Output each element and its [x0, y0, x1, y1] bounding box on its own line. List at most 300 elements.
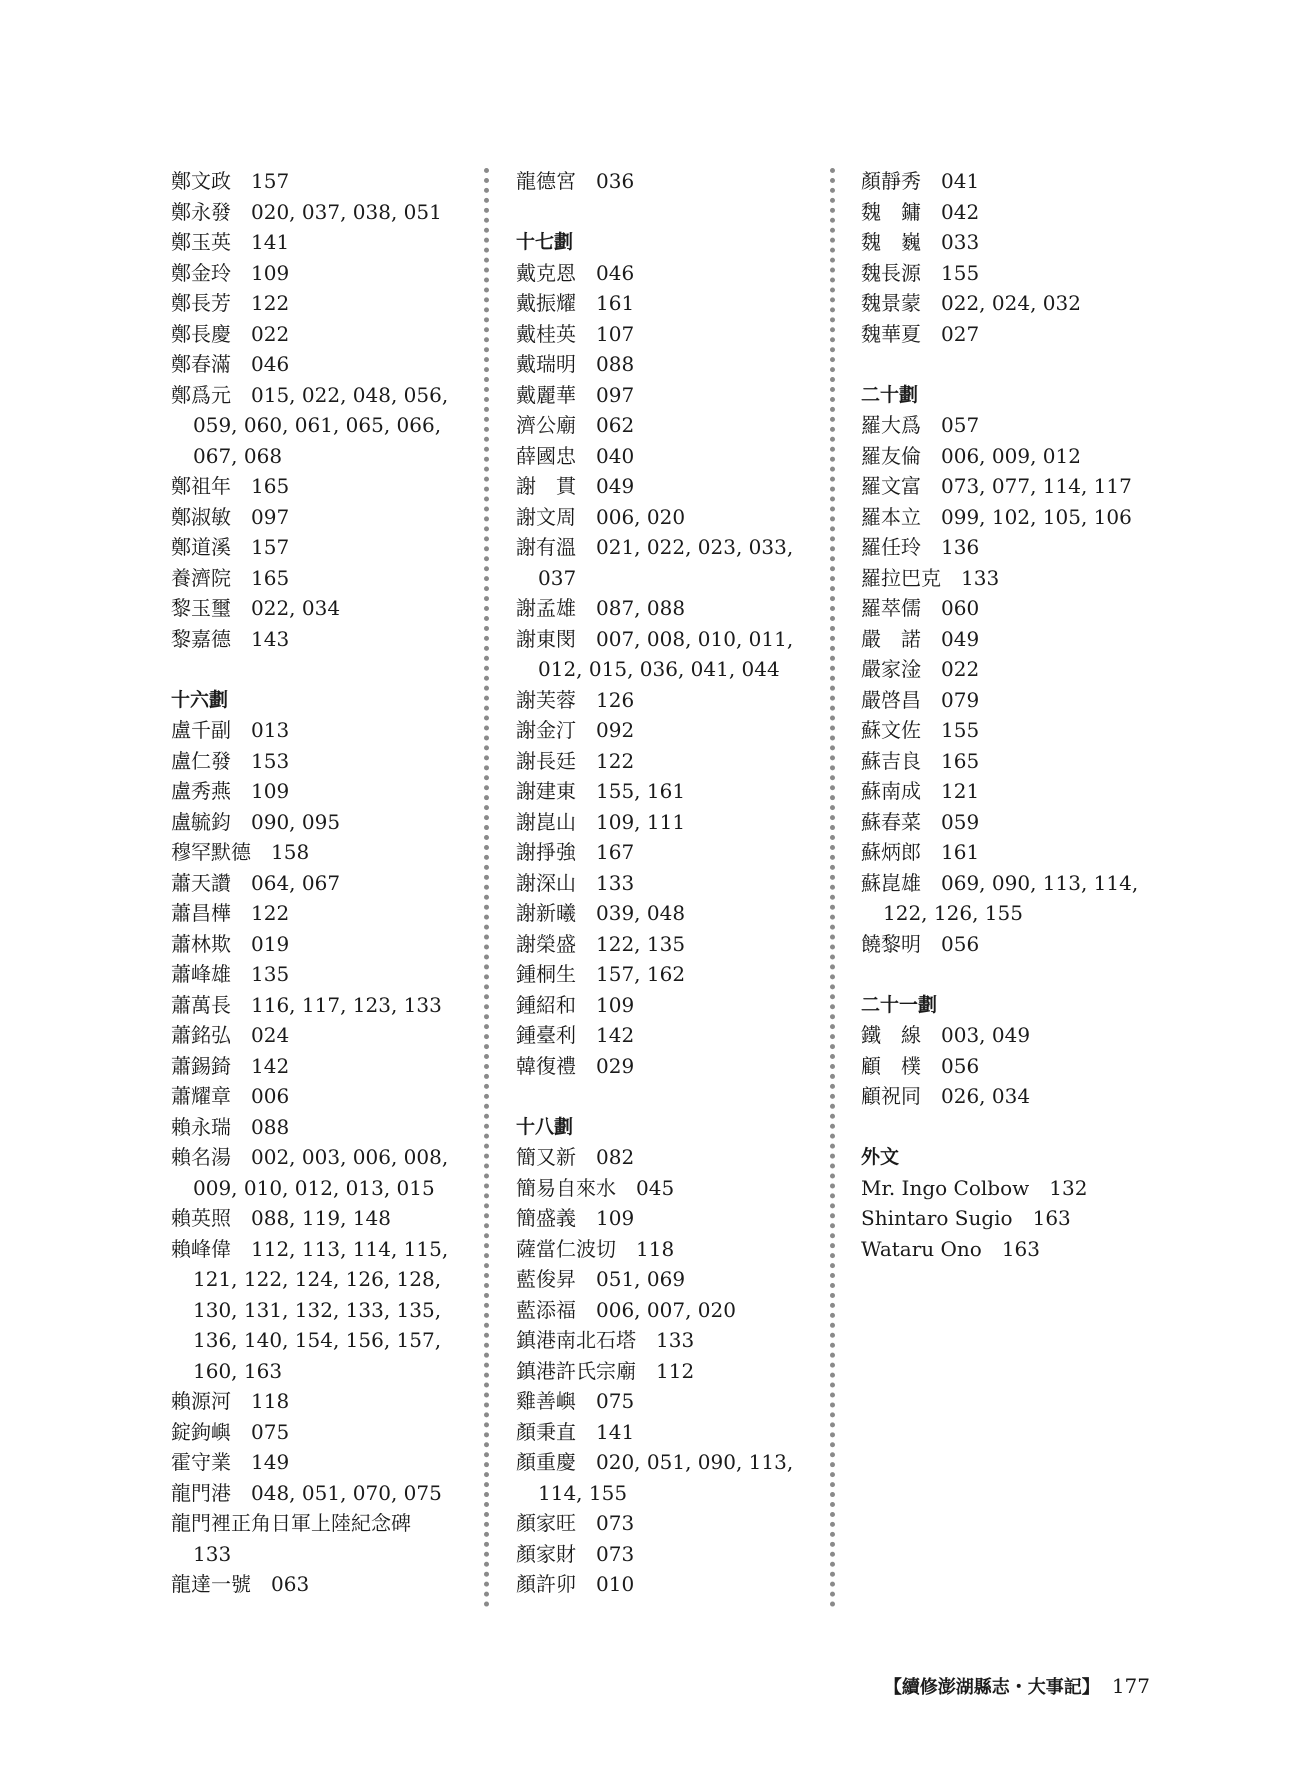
- index-entry: [516, 288, 816, 319]
- entry-pages: 046: [251, 352, 290, 376]
- index-entry: [171, 990, 471, 1021]
- entry-name: 謝建東: [516, 779, 576, 803]
- entry-name: 藍俊昇: [516, 1267, 576, 1291]
- index-entry: [861, 929, 1161, 960]
- entry-pages: 088, 119, 148: [251, 1206, 391, 1230]
- entry-pages: 041: [941, 169, 980, 193]
- entry-name: 蘇春菜: [861, 809, 921, 834]
- entry-pages: 046: [596, 260, 635, 285]
- index-entry: [171, 1020, 471, 1051]
- index-entry: [516, 1325, 816, 1356]
- entry-name: 穆罕默德: [171, 840, 251, 864]
- entry-name: 蕭昌樺: [171, 901, 231, 925]
- index-entry: [171, 502, 471, 533]
- entry-name: 顏重慶: [516, 1450, 576, 1474]
- entry-pages: 075: [251, 1419, 290, 1444]
- index-entry: [861, 1203, 1161, 1234]
- entry-name: 賴源河: [171, 1389, 231, 1413]
- entry-pages: 021, 022, 023, 033,: [596, 535, 794, 559]
- entry-name: 薩當仁波切: [516, 1236, 616, 1261]
- index-entry: [516, 1142, 816, 1173]
- entry-name: 鍾紹和: [516, 992, 576, 1017]
- entry-name: 顏許卯: [516, 1572, 576, 1596]
- index-entry: [171, 1112, 471, 1143]
- entry-name: 鄭金玲: [171, 260, 231, 285]
- entry-pages: 157, 162: [596, 962, 686, 986]
- index-entry: [516, 380, 816, 411]
- entry-pages: 003, 049: [941, 1023, 1031, 1047]
- index-entry: [516, 258, 816, 289]
- entry-name: 盧秀燕: [171, 779, 231, 803]
- section-heading: 十八劃: [516, 1115, 574, 1138]
- entry-pages: 082: [596, 1145, 635, 1169]
- entry-pages: 155: [941, 260, 980, 285]
- entry-pages: 155: [941, 718, 980, 742]
- index-entry: [861, 441, 1161, 472]
- entry-pages-continued: 067, 068: [193, 443, 283, 468]
- index-entry: [171, 1234, 471, 1387]
- entry-pages: 122: [596, 748, 635, 773]
- entry-name: 戴瑞明: [516, 352, 576, 376]
- entry-pages: 143: [251, 626, 290, 651]
- index-entry: [516, 624, 816, 685]
- entry-name: Wataru Ono: [861, 1236, 982, 1261]
- entry-pages: 002, 003, 006, 008,: [251, 1145, 449, 1169]
- entry-pages: 060: [941, 596, 980, 620]
- index-entry: [171, 593, 471, 624]
- entry-name: 羅萃儒: [861, 596, 921, 620]
- index-entry: [861, 593, 1161, 624]
- entry-name: 鄭長芳: [171, 291, 231, 315]
- entry-name: 蕭耀章: [171, 1084, 231, 1108]
- index-entry: [516, 1203, 816, 1234]
- entry-pages: 056: [941, 1053, 980, 1078]
- entry-pages: 157: [251, 169, 290, 193]
- entry-pages: 006, 020: [596, 504, 686, 529]
- entry-name: 嚴家淦: [861, 657, 921, 681]
- entry-pages: 088: [596, 352, 635, 376]
- entry-pages: 079: [941, 687, 980, 712]
- entry-name: 羅拉巴克: [861, 565, 941, 590]
- index-entry: [861, 685, 1161, 716]
- index-entry: [861, 410, 1161, 441]
- index-entry: [516, 1447, 816, 1508]
- entry-name: 顧 樸: [861, 1053, 921, 1078]
- entry-name: 謝榮盛: [516, 931, 576, 956]
- entry-pages: 132: [1049, 1175, 1088, 1200]
- index-entry: [516, 166, 816, 197]
- entry-name: 羅友倫: [861, 443, 921, 468]
- entry-name: 賴峰偉: [171, 1236, 231, 1261]
- index-entry: [171, 349, 471, 380]
- page-footer: [884, 1673, 1150, 1699]
- entry-pages: 020, 037, 038, 051: [251, 199, 442, 224]
- index-entry: [861, 715, 1161, 746]
- entry-name: 謝芙蓉: [516, 687, 576, 712]
- entry-pages: 039, 048: [596, 901, 686, 925]
- section-heading: 外文: [861, 1146, 900, 1168]
- entry-pages-continued: 160, 163: [193, 1358, 283, 1383]
- entry-pages: 019: [251, 931, 290, 956]
- entry-name: 蘇南成: [861, 779, 921, 803]
- index-column-2: [516, 166, 816, 1600]
- section-heading: 二十一劃: [861, 993, 938, 1016]
- entry-pages: 109: [251, 779, 290, 803]
- entry-pages: 073, 077, 114, 117: [941, 474, 1132, 498]
- index-entry: [516, 410, 816, 441]
- entry-name: 龍達一號: [171, 1572, 251, 1596]
- entry-name: 顏秉直: [516, 1419, 576, 1444]
- entry-name: 賴名湯: [171, 1145, 231, 1169]
- entry-name: 顏靜秀: [861, 169, 921, 193]
- index-entry: [516, 441, 816, 472]
- index-entry: [516, 807, 816, 838]
- entry-pages: 007, 008, 010, 011,: [596, 626, 794, 651]
- entry-pages: 073: [596, 1511, 635, 1535]
- index-entry: [516, 929, 816, 960]
- index-entry: [171, 1081, 471, 1112]
- index-entry: [861, 563, 1161, 594]
- entry-pages: 088: [251, 1114, 290, 1139]
- index-entry: [861, 1234, 1161, 1265]
- entry-name: 鍾桐生: [516, 962, 576, 986]
- index-entry: [516, 990, 816, 1021]
- entry-name: 顏家財: [516, 1541, 576, 1566]
- index-entry: [861, 654, 1161, 685]
- entry-pages: 006: [251, 1084, 290, 1108]
- index-entry: [516, 837, 816, 868]
- entry-name: 黎嘉德: [171, 626, 231, 651]
- entry-name: 賴永瑞: [171, 1114, 231, 1139]
- entry-name: 羅大爲: [861, 413, 921, 437]
- index-entry: [171, 1508, 471, 1569]
- entry-pages: 006, 007, 020: [596, 1297, 736, 1322]
- entry-name: 鄭玉英: [171, 230, 231, 254]
- entry-name: 謝有溫: [516, 535, 576, 559]
- entry-name: 簡又新: [516, 1145, 576, 1169]
- entry-name: 蕭錫錡: [171, 1053, 231, 1078]
- entry-pages: 158: [271, 840, 310, 864]
- entry-name: 謝新曦: [516, 901, 576, 925]
- index-entry: [516, 1356, 816, 1387]
- index-entry: [861, 197, 1161, 228]
- entry-pages: 026, 034: [941, 1084, 1031, 1108]
- entry-name: 蕭銘弘: [171, 1023, 231, 1047]
- entry-pages: 165: [941, 748, 980, 773]
- entry-pages: 056: [941, 931, 980, 956]
- index-entry: [516, 868, 816, 899]
- index-entry: [171, 563, 471, 594]
- entry-pages: 112, 113, 114, 115,: [251, 1236, 449, 1261]
- index-entry: [171, 1142, 471, 1203]
- index-entry: [861, 471, 1161, 502]
- entry-pages: 022: [941, 657, 980, 681]
- entry-pages: 157: [251, 535, 290, 559]
- index-entry: [861, 532, 1161, 563]
- entry-pages: 109: [251, 260, 290, 285]
- index-entry: [171, 1417, 471, 1448]
- entry-pages: 051, 069: [596, 1267, 686, 1291]
- entry-pages: 006, 009, 012: [941, 443, 1081, 468]
- entry-name: 謝東閔: [516, 626, 576, 651]
- section-heading: 十六劃: [171, 688, 229, 711]
- entry-name: 鄭春滿: [171, 352, 231, 376]
- page-number: 177: [1111, 1674, 1150, 1698]
- index-entry: [171, 1478, 471, 1509]
- index-entry: [516, 959, 816, 990]
- entry-name: 鄭爲元: [171, 382, 231, 407]
- index-entry: [171, 227, 471, 258]
- column-divider-2: [830, 168, 835, 1608]
- entry-pages: 048, 051, 070, 075: [251, 1480, 442, 1505]
- index-entry: [171, 1447, 471, 1478]
- entry-name: 謝長廷: [516, 748, 576, 773]
- index-column-3: [861, 166, 1161, 1264]
- entry-pages: 121: [941, 779, 980, 803]
- index-entry: [516, 1173, 816, 1204]
- entry-pages: 020, 051, 090, 113,: [596, 1450, 794, 1474]
- entry-name: 鎮港南北石塔: [516, 1328, 636, 1352]
- entry-name: 薛國忠: [516, 443, 576, 468]
- index-entry: [171, 1386, 471, 1417]
- entry-pages: 136: [941, 535, 980, 559]
- entry-pages: 112: [656, 1358, 695, 1383]
- entry-name: 魏 巍: [861, 230, 921, 254]
- entry-pages-continued: 133: [193, 1541, 232, 1566]
- entry-pages: 045: [636, 1175, 675, 1200]
- entry-name: 龍門港: [171, 1480, 231, 1505]
- entry-pages: 118: [636, 1236, 675, 1261]
- column-divider-1: [484, 168, 489, 1608]
- index-entry: [516, 471, 816, 502]
- index-entry: [516, 898, 816, 929]
- entry-name: 謝孟雄: [516, 596, 576, 620]
- entry-pages: 013: [251, 718, 290, 742]
- index-entry: [171, 898, 471, 929]
- index-entry: [516, 1569, 816, 1600]
- entry-pages: 073: [596, 1541, 635, 1566]
- entry-name: 顏家旺: [516, 1511, 576, 1535]
- entry-pages: 092: [596, 718, 635, 742]
- entry-name: 魏華夏: [861, 321, 921, 346]
- entry-name: 鄭長慶: [171, 321, 231, 346]
- entry-pages: 149: [251, 1450, 290, 1474]
- index-entry: [171, 1051, 471, 1082]
- entry-name: Shintaro Sugio: [861, 1206, 1013, 1230]
- entry-pages: 142: [251, 1053, 290, 1078]
- entry-pages-continued: 009, 010, 012, 013, 015: [193, 1175, 435, 1200]
- entry-pages: 167: [596, 840, 635, 864]
- entry-name: 魏長源: [861, 260, 921, 285]
- book-title: 【續修澎湖縣志・大事記】: [883, 1677, 1100, 1698]
- entry-pages: 049: [941, 626, 980, 651]
- entry-pages: 062: [596, 413, 635, 437]
- entry-name: 簡盛義: [516, 1206, 576, 1230]
- index-entry: [861, 258, 1161, 289]
- index-entry: [171, 868, 471, 899]
- entry-pages: 141: [596, 1419, 635, 1444]
- index-entry: [171, 959, 471, 990]
- index-entry: [171, 380, 471, 472]
- entry-name: 魏 鏞: [861, 199, 921, 224]
- entry-name: 戴克恩: [516, 260, 576, 285]
- index-entry: [516, 593, 816, 624]
- entry-pages-continued: 059, 060, 061, 065, 066,: [193, 413, 442, 437]
- entry-pages: 141: [251, 230, 290, 254]
- index-entry: [516, 685, 816, 716]
- entry-pages: 142: [596, 1023, 635, 1047]
- entry-name: 蕭天讚: [171, 870, 231, 895]
- entry-pages: 040: [596, 443, 635, 468]
- entry-pages: 015, 022, 048, 056,: [251, 382, 449, 407]
- index-entry: [171, 624, 471, 655]
- index-entry: [516, 1508, 816, 1539]
- section-heading: 十七劃: [516, 231, 574, 253]
- entry-pages: 049: [596, 474, 635, 498]
- entry-pages: 109: [596, 1206, 635, 1230]
- index-entry: [861, 1051, 1161, 1082]
- index-entry: [516, 776, 816, 807]
- entry-pages: 153: [251, 748, 290, 773]
- index-entry: [171, 807, 471, 838]
- entry-pages-continued: 114, 155: [538, 1480, 628, 1505]
- entry-pages: 099, 102, 105, 106: [941, 504, 1132, 529]
- entry-pages: 022, 034: [251, 596, 341, 620]
- entry-pages: 042: [941, 199, 980, 224]
- index-entry: [171, 776, 471, 807]
- entry-name: 嚴 諾: [861, 626, 921, 651]
- entry-name: 錠鉤嶼: [171, 1419, 231, 1444]
- index-entry: [171, 166, 471, 197]
- index-entry: [516, 319, 816, 350]
- index-entry: [516, 1386, 816, 1417]
- entry-name: 顧祝同: [861, 1084, 921, 1108]
- entry-pages: 057: [941, 413, 980, 437]
- entry-name: 鐵 線: [861, 1023, 921, 1047]
- index-entry: [516, 532, 816, 593]
- entry-pages-continued: 122, 126, 155: [883, 901, 1023, 925]
- index-entry: [171, 471, 471, 502]
- entry-pages: 122: [251, 901, 290, 925]
- entry-name: 蕭萬長: [171, 992, 231, 1017]
- index-column-1: [171, 166, 471, 1600]
- entry-pages: 063: [271, 1572, 310, 1596]
- entry-name: 蘇吉良: [861, 748, 921, 773]
- entry-pages: 133: [596, 870, 635, 895]
- entry-pages: 029: [596, 1053, 635, 1078]
- entry-pages: 163: [1001, 1236, 1041, 1261]
- entry-pages: 027: [941, 321, 980, 346]
- index-entry: [861, 837, 1161, 868]
- entry-pages: 122: [251, 291, 290, 315]
- entry-name: 簡易自來水: [516, 1175, 616, 1200]
- entry-pages-continued: 037: [538, 565, 577, 590]
- entry-name: 龍門裡正角日軍上陸紀念碑: [171, 1511, 411, 1535]
- entry-pages-continued: 012, 015, 036, 041, 044: [538, 657, 780, 681]
- entry-pages: 161: [941, 840, 980, 864]
- entry-name: 羅本立: [861, 504, 921, 529]
- index-entry: [516, 1264, 816, 1295]
- entry-pages: 022: [251, 321, 290, 346]
- entry-name: 藍添福: [516, 1297, 576, 1322]
- entry-name: 濟公廟: [516, 413, 576, 437]
- entry-pages: 155, 161: [596, 779, 686, 803]
- index-entry: [171, 197, 471, 228]
- entry-pages: 075: [596, 1389, 635, 1413]
- entry-name: 蘇炳郎: [861, 840, 921, 864]
- entry-name: 謝崑山: [516, 809, 576, 834]
- entry-pages: 122, 135: [596, 931, 686, 956]
- index-entry: [861, 502, 1161, 533]
- entry-name: 霍守業: [171, 1450, 231, 1474]
- entry-name: 蕭峰雄: [171, 962, 231, 986]
- entry-name: 魏景蒙: [861, 291, 921, 315]
- index-entry: [861, 1081, 1161, 1112]
- entry-name: 盧仁發: [171, 748, 231, 773]
- section-heading: 二十劃: [861, 383, 919, 406]
- entry-name: 黎玉璽: [171, 596, 231, 620]
- index-entry: [171, 746, 471, 777]
- entry-name: 蘇文佐: [861, 718, 921, 742]
- entry-pages: 069, 090, 113, 114,: [941, 870, 1139, 895]
- entry-pages-continued: 121, 122, 124, 126, 128,: [193, 1267, 442, 1291]
- entry-pages: 010: [596, 1572, 635, 1596]
- index-entry: [171, 1203, 471, 1234]
- entry-pages: 036: [596, 169, 635, 193]
- entry-pages: 126: [596, 687, 635, 712]
- index-entry: [861, 624, 1161, 655]
- entry-name: 鄭淑敏: [171, 504, 231, 529]
- entry-name: 嚴啓昌: [861, 687, 921, 712]
- index-entry: [861, 807, 1161, 838]
- entry-name: 戴振耀: [516, 291, 576, 315]
- entry-pages: 033: [941, 230, 980, 254]
- entry-name: 戴桂英: [516, 321, 576, 346]
- index-entry: [171, 929, 471, 960]
- index-entry: [861, 776, 1161, 807]
- index-entry: [171, 837, 471, 868]
- index-entry: [516, 1020, 816, 1051]
- entry-name: 蘇崑雄: [861, 870, 921, 895]
- entry-name: 鄭道溪: [171, 535, 231, 559]
- index-entry: [171, 715, 471, 746]
- index-entry: [516, 715, 816, 746]
- index-entry: [861, 746, 1161, 777]
- index-entry: [171, 1569, 471, 1600]
- entry-name: 鄭文政: [171, 169, 231, 193]
- entry-name: 賴英照: [171, 1206, 231, 1230]
- entry-name: 蕭林欺: [171, 931, 231, 956]
- entry-name: 盧毓鈞: [171, 809, 231, 834]
- entry-name: 戴麗華: [516, 382, 576, 407]
- entry-pages: 135: [251, 962, 290, 986]
- entry-name: 養濟院: [171, 565, 231, 590]
- entry-pages-continued: 130, 131, 132, 133, 135,: [193, 1297, 442, 1322]
- entry-pages: 097: [251, 504, 290, 529]
- entry-name: 羅任玲: [861, 535, 921, 559]
- entry-name: 饒黎明: [861, 931, 921, 956]
- index-entry: [516, 746, 816, 777]
- entry-pages: 064, 067: [251, 870, 341, 895]
- index-entry: [861, 319, 1161, 350]
- index-entry: [516, 502, 816, 533]
- entry-pages: 107: [596, 321, 635, 346]
- entry-name: 鍾臺利: [516, 1023, 576, 1047]
- index-entry: [171, 319, 471, 350]
- entry-name: 盧千副: [171, 718, 231, 742]
- index-entry: [861, 868, 1161, 929]
- entry-name: 鄭祖年: [171, 474, 231, 498]
